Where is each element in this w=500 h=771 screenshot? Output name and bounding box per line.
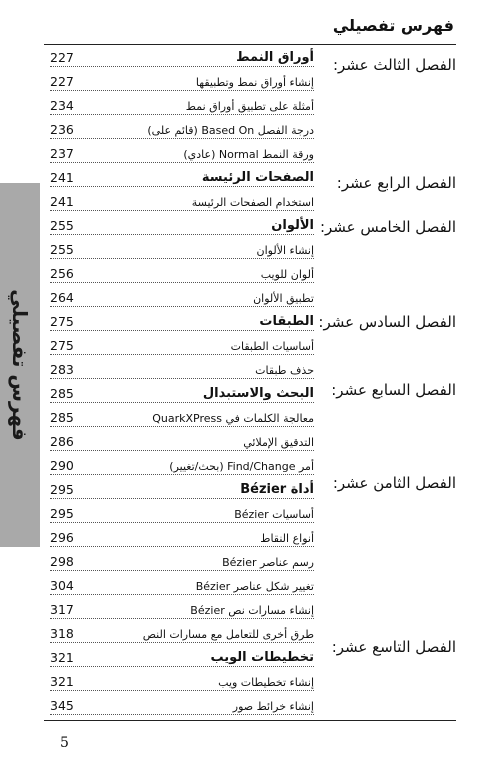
page-ref: 321 <box>50 650 77 665</box>
toc-row[interactable] <box>50 284 314 307</box>
entry-title: تطبيق الألوان <box>250 292 314 305</box>
toc-section-row[interactable] <box>50 476 314 499</box>
page-ref: 237 <box>50 146 77 161</box>
page-ref: 318 <box>50 626 77 641</box>
toc-section-row[interactable] <box>50 308 314 331</box>
chapter-18: الفصل الثامن عشر: <box>332 474 456 492</box>
page-ref: 241 <box>50 170 77 185</box>
toc-row[interactable] <box>50 692 314 715</box>
toc-section-row[interactable] <box>50 380 314 403</box>
page-ref: 241 <box>50 194 77 209</box>
toc-section-row[interactable] <box>50 212 314 235</box>
entry-title: تغيير شكل عناصر Bézier <box>193 580 314 593</box>
page-ref: 234 <box>50 98 77 113</box>
toc-row[interactable] <box>50 500 314 523</box>
toc-section-row[interactable] <box>50 164 314 187</box>
toc-row[interactable] <box>50 116 314 139</box>
footer-divider <box>44 720 456 721</box>
entry-title: إنشاء أوراق نمط وتطبيقها <box>193 76 314 89</box>
entry-title: أساسيات الطبقات <box>228 340 314 353</box>
page-ref: 264 <box>50 290 77 305</box>
toc-row[interactable] <box>50 356 314 379</box>
section-title: الألوان <box>268 218 314 233</box>
page-ref: 321 <box>50 674 77 689</box>
section-title: الطبقات <box>256 314 314 329</box>
page-ref: 296 <box>50 530 77 545</box>
entry-title: إنشاء تخطيطات ويب <box>215 676 314 689</box>
page-ref: 236 <box>50 122 77 137</box>
page-ref: 345 <box>50 698 77 713</box>
entry-title: إنشاء مسارات نص Bézier <box>187 604 314 617</box>
section-title: تخطيطات الويب <box>208 650 315 665</box>
chapter-16: الفصل السادس عشر: <box>318 313 456 331</box>
page-ref: 295 <box>50 506 77 521</box>
page-ref: 286 <box>50 434 77 449</box>
entry-title: أمثلة على تطبيق أوراق نمط <box>183 100 314 113</box>
entry-title: التدقيق الإملائي <box>240 436 314 449</box>
toc-row[interactable] <box>50 620 314 643</box>
toc-row[interactable] <box>50 404 314 427</box>
entry-title: إنشاء خرائط صور <box>230 700 314 713</box>
entry-title: استخدام الصفحات الرئيسة <box>189 196 314 209</box>
toc-row[interactable] <box>50 596 314 619</box>
entry-title: درجة الفصل Based On (قائم على) <box>144 124 314 137</box>
toc-row[interactable] <box>50 332 314 355</box>
page-ref: 256 <box>50 266 77 281</box>
section-title: أوراق النمط <box>233 50 314 65</box>
entry-title: حذف طبقات <box>252 364 314 377</box>
toc-row[interactable] <box>50 524 314 547</box>
page-ref: 295 <box>50 482 77 497</box>
entry-title: أساسيات Bézier <box>231 508 314 521</box>
chapter-14: الفصل الرابع عشر: <box>336 174 456 192</box>
chapter-13: الفصل الثالث عشر: <box>332 56 456 74</box>
toc-row[interactable] <box>50 236 314 259</box>
toc-row[interactable] <box>50 572 314 595</box>
chapter-17: الفصل السابع عشر: <box>331 381 456 399</box>
page-ref: 285 <box>50 410 77 425</box>
chapter-15: الفصل الخامس عشر: <box>319 218 456 236</box>
entry-title: إنشاء الألوان <box>254 244 314 257</box>
toc-section-row[interactable] <box>50 44 314 67</box>
entry-title: رسم عناصر Bézier <box>219 556 314 569</box>
toc-row[interactable] <box>50 668 314 691</box>
page-ref: 285 <box>50 386 77 401</box>
section-title: البحث والاستبدال <box>200 386 314 401</box>
toc-row[interactable] <box>50 92 314 115</box>
page-ref: 275 <box>50 314 77 329</box>
page-ref: 283 <box>50 362 77 377</box>
page-ref: 255 <box>50 242 77 257</box>
entry-title: أنواع النقاط <box>257 532 314 545</box>
toc-row[interactable] <box>50 140 314 163</box>
page-ref: 227 <box>50 74 77 89</box>
page-ref: 275 <box>50 338 77 353</box>
entry-title: ألوان للويب <box>258 268 314 281</box>
page-ref: 304 <box>50 578 77 593</box>
chapter-19: الفصل التاسع عشر: <box>331 638 456 656</box>
section-title: الصفحات الرئيسة <box>199 170 314 185</box>
toc-row[interactable] <box>50 188 314 211</box>
page-ref: 255 <box>50 218 77 233</box>
toc-row[interactable] <box>50 428 314 451</box>
section-title: أداة Bézier <box>237 482 314 497</box>
page-ref: 227 <box>50 50 77 65</box>
toc-section-row[interactable] <box>50 644 314 667</box>
entry-title: طرق أخرى للتعامل مع مسارات النص <box>140 628 314 641</box>
side-tab-label: فهرس تفصيلي <box>8 289 32 441</box>
toc-row[interactable] <box>50 68 314 91</box>
toc-row[interactable] <box>50 260 314 283</box>
page-ref: 290 <box>50 458 77 473</box>
entry-title: معالجة الكلمات في QuarkXPress <box>149 412 314 425</box>
page-ref: 317 <box>50 602 77 617</box>
entry-title: أمر Find/Change (بحث/تغيير) <box>166 460 314 473</box>
toc-row[interactable] <box>50 452 314 475</box>
page-number: 5 <box>60 735 69 751</box>
toc-row[interactable] <box>50 548 314 571</box>
page-ref: 298 <box>50 554 77 569</box>
header-title: فهرس تفصيلي <box>332 16 454 35</box>
entry-title: ورقة النمط Normal (عادي) <box>180 148 314 161</box>
